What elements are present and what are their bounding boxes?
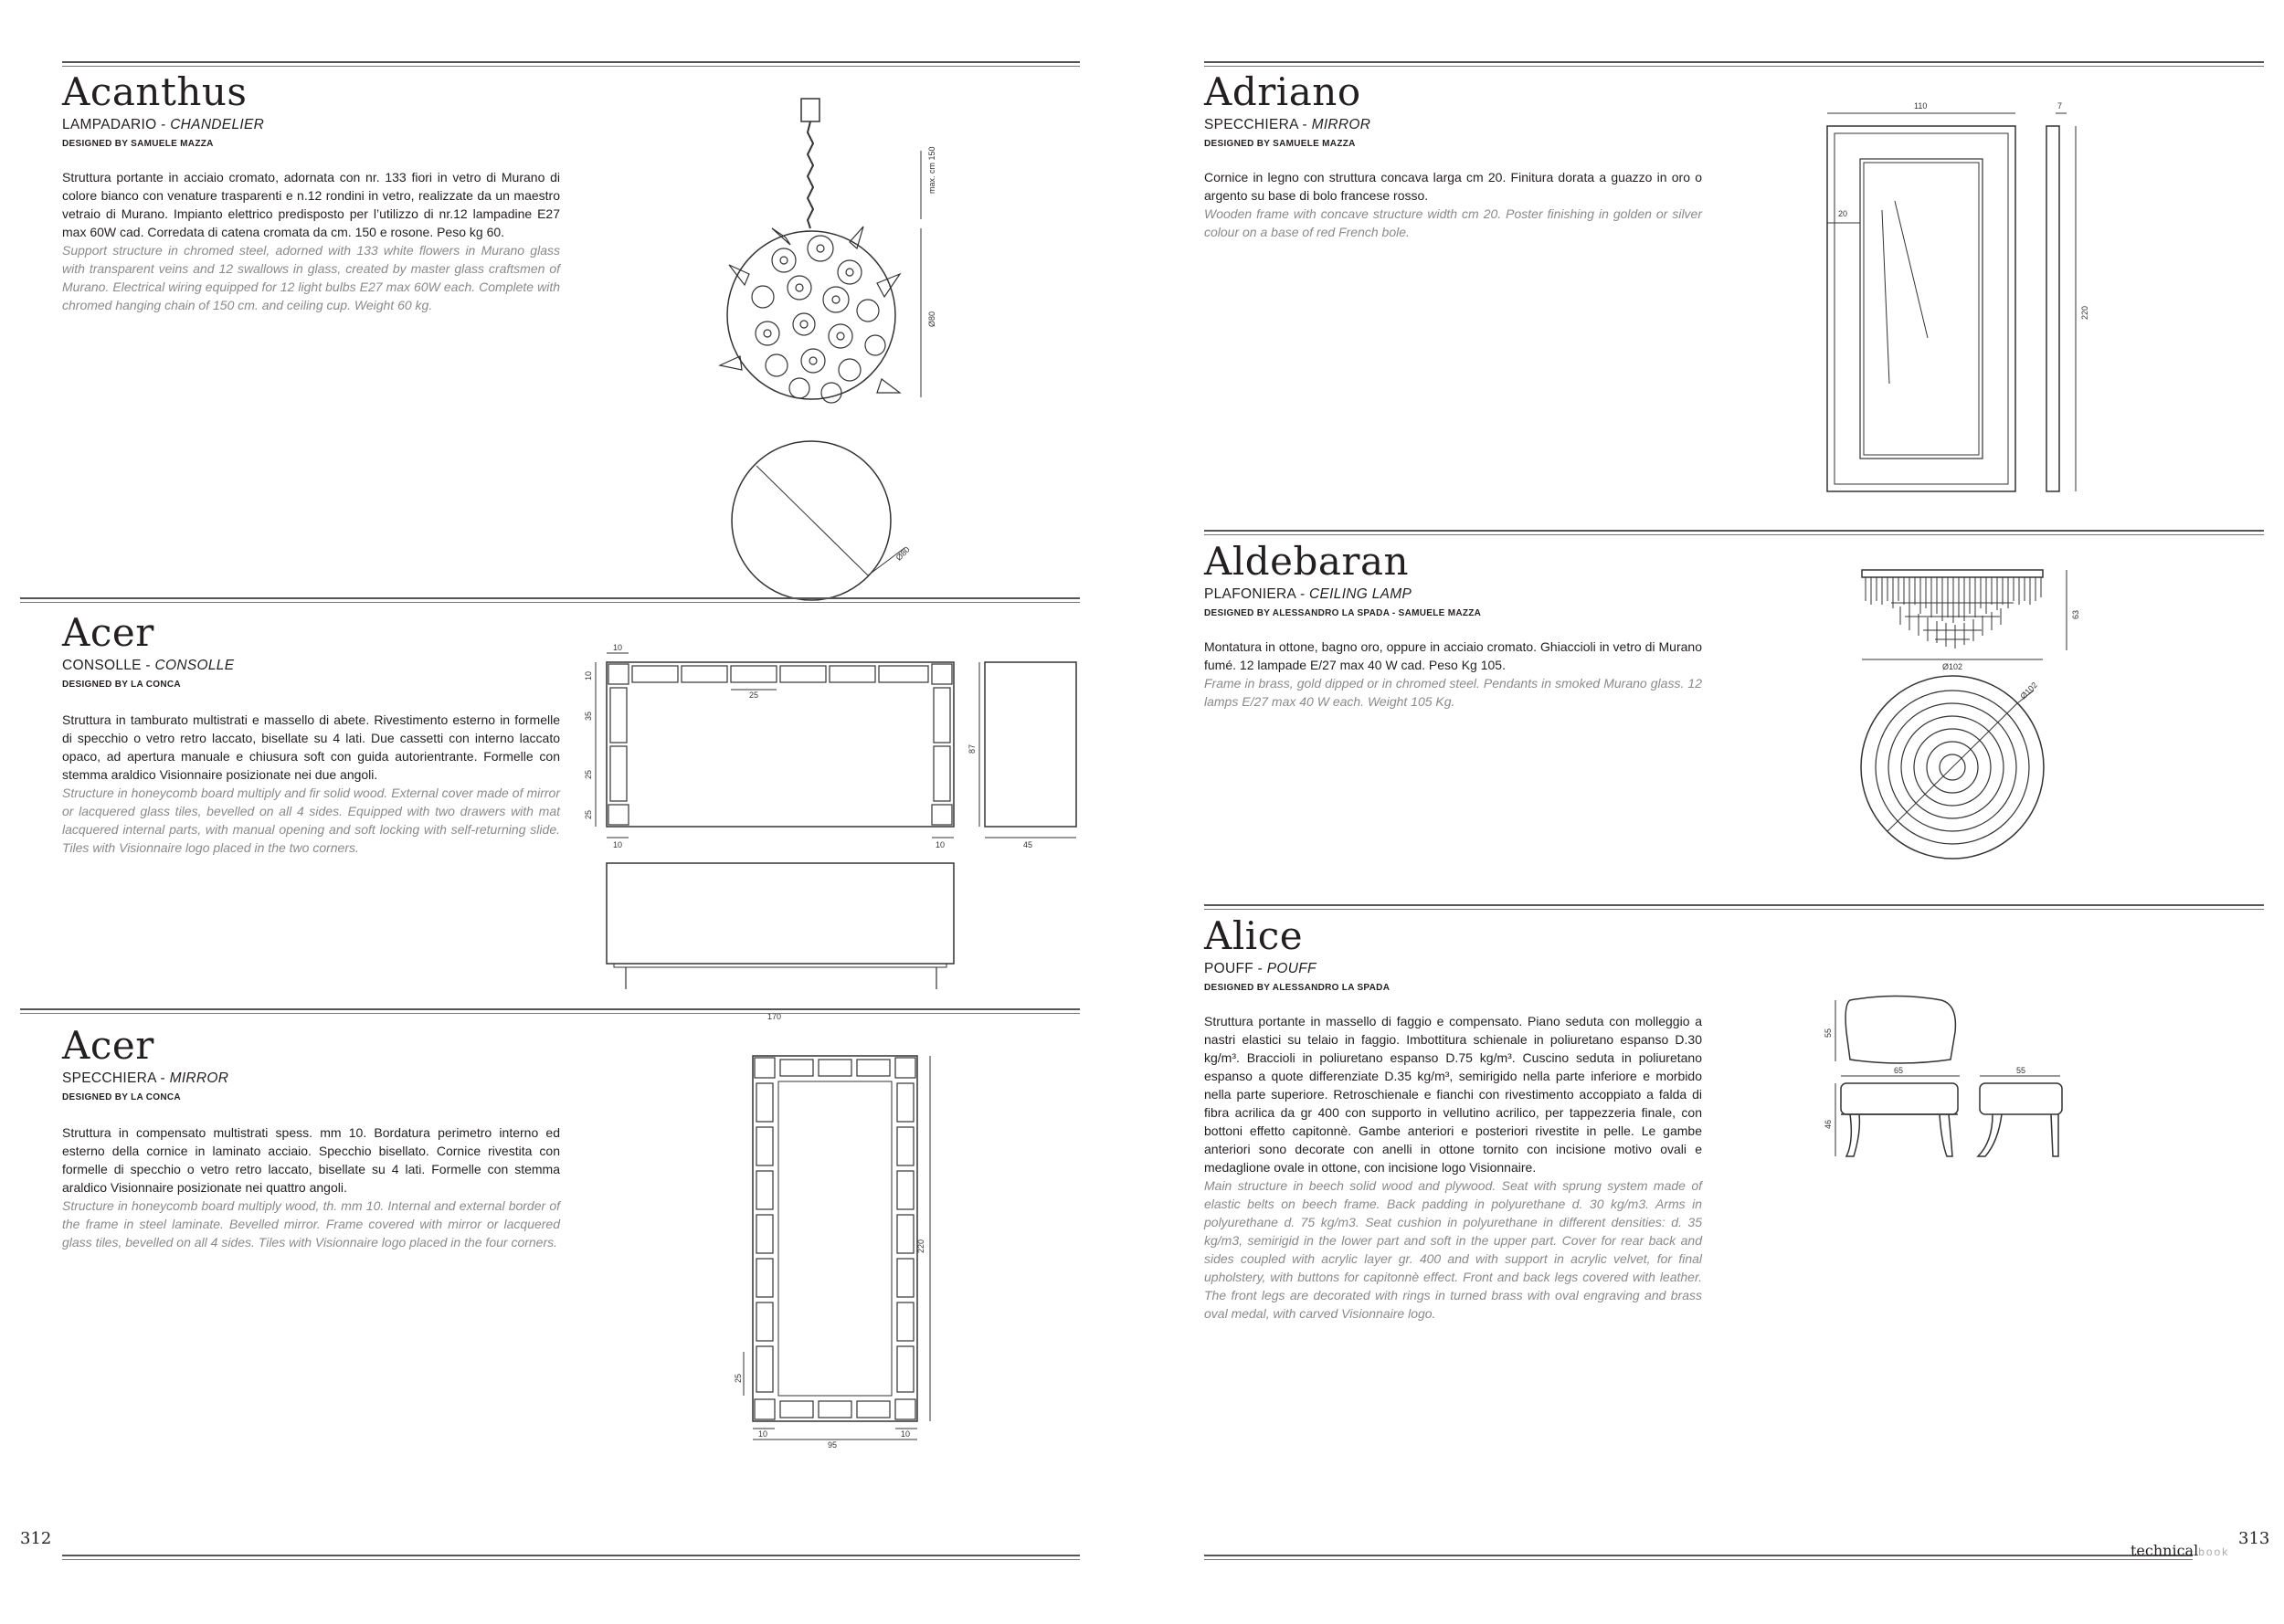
product-description bbox=[1204, 638, 1702, 711]
description-en: Frame in brass, gold dipped or in chromed steel. Pendants in smoked Murano glass. 12 lamps E/27 max 40 W each. Weight 105 Kg. bbox=[1204, 676, 1702, 709]
description-en: Structure in honeycomb board multiply wood, th. mm 10. Internal and external border of the frame in steel laminate. Bevelled mirror. Frame covered with mirror or lacquered glass tiles, bevelled on all 4 sides. Tiles with Visionnaire logo placed in the four corners. bbox=[62, 1198, 560, 1250]
product-acer-consolle bbox=[0, 594, 1142, 1021]
description-en: Wooden frame with concave structure width cm 20. Poster finishing in golden or silver colour on a base of red French bole. bbox=[1204, 206, 1702, 239]
product-adriano bbox=[1142, 0, 2284, 530]
product-description bbox=[62, 711, 560, 857]
ceiling-lamp-drawing bbox=[1855, 566, 2129, 895]
footer-rule bbox=[1204, 1555, 2193, 1560]
description-en: Main structure in beech solid wood and plywood. Seat with sprung system made of elastic belts on beech frame. Back padding in polyurethane d. 30 kg/m3. Arms in polyurethane d. 75 kg/m3. Seat cushion in polyurethane in different densities: d. 35 kg/m3, semirigid in the lower part and soft in the upper part. Cover for rear back and sides coupled with acrylic layer gr. 400 and with support in acrylic velvet, for final upholstery, with buttons for capitonnè effect. Front and back legs covered with leather. The front legs are decorated with rings in turned brass with oval engraving and brass oval medal, with carved Visionnaire logo. bbox=[1204, 1178, 1702, 1321]
product-acanthus bbox=[0, 0, 1142, 594]
dim-height: 87 bbox=[968, 743, 977, 754]
product-designer: DESIGNED BY ALESSANDRO LA SPADA bbox=[1204, 983, 1390, 993]
dim-top-left: 10 bbox=[613, 643, 623, 652]
section-divider bbox=[20, 597, 1080, 603]
product-description bbox=[1204, 1012, 1702, 1323]
pouff-drawing bbox=[1813, 996, 2106, 1215]
product-designer: DESIGNED BY SAMUELE MAZZA bbox=[62, 139, 214, 149]
dim-row1: 35 bbox=[584, 711, 593, 721]
dim-tile: 25 bbox=[734, 1373, 743, 1383]
product-description bbox=[62, 168, 560, 314]
product-type: SPECCHIERA - MIRROR bbox=[62, 1070, 229, 1086]
product-aldebaran bbox=[1142, 530, 2284, 904]
adriano-mirror-drawing bbox=[1818, 100, 2110, 502]
footer-rule bbox=[62, 1555, 1080, 1560]
dim-height: 220 bbox=[2080, 305, 2089, 320]
description-it: Struttura in tamburato multistrati e massello di abete. Rivestimento esterno in formelle di specchio o vetro retro laccato, bisellate su 4 lati. Due cassetti con interno laccato opaco, ad apertura manuale e chiusura soft con guida autorientrante. Formelle con stemma araldico Visionnaire posizionate nei due angoli. bbox=[62, 712, 560, 782]
dim-tile-width: 25 bbox=[749, 691, 759, 700]
dim-width: 65 bbox=[1894, 1066, 1904, 1075]
dim-width: Ø102 bbox=[1942, 662, 1963, 671]
description-it: Montatura in ottone, bagno oro, oppure in acciaio cromato. Ghiaccioli in vetro di Murano fumé. 12 lampade E/27 max 40 W cad. Peso Kg 105. bbox=[1204, 639, 1702, 672]
product-title: Acer bbox=[62, 610, 154, 655]
product-designer: DESIGNED BY ALESSANDRO LA SPADA - SAMUELE MAZZA bbox=[1204, 608, 1482, 618]
dim-top-depth: 55 bbox=[1824, 1028, 1833, 1038]
dim-bottom-right: 10 bbox=[936, 840, 946, 849]
product-acer-mirror bbox=[0, 1005, 1142, 1516]
description-it: Struttura portante in acciaio cromato, adornata con nr. 133 fiori in vetro di Murano di colore bianco con venature trasparenti e n.12 rondini in vetro, realizzate da un maestro vetraio di Murano. Impianto elettrico predisposto per l’utilizzo di nr.12 lampadine E27 max 60W cad. Corredata di catena cromata da cm. 150 e rosone. Peso kg 60. bbox=[62, 170, 560, 239]
dim-tile-left: 10 bbox=[584, 670, 593, 680]
dim-diameter: Ø80 bbox=[894, 544, 912, 563]
page-number: 312 bbox=[20, 1529, 52, 1548]
product-title: Aldebaran bbox=[1204, 539, 1410, 584]
dim-row3: 25 bbox=[584, 809, 593, 819]
section-divider bbox=[1204, 904, 2264, 910]
section-divider bbox=[62, 61, 1080, 67]
product-description bbox=[1204, 168, 1702, 241]
dim-height: 46 bbox=[1824, 1119, 1833, 1129]
product-type: POUFF - POUFF bbox=[1204, 961, 1316, 976]
product-designer: DESIGNED BY LA CONCA bbox=[62, 1092, 181, 1102]
brand-main: technical bbox=[2131, 1542, 2199, 1559]
product-title: Alice bbox=[1204, 913, 1304, 958]
dim-height: 220 bbox=[916, 1239, 925, 1253]
chandelier-drawing bbox=[713, 91, 950, 585]
description-it: Struttura in compensato multistrati spess. mm 10. Bordatura perimetro interno ed esterno della cornice in laminato acciaio. Specchio bisellato. Cornice rivestita con formelle di specchio o vetro retro laccato, bisellate su 4 lati. Formelle con stemma araldico Visionnaire posizionate nei quattro angoli. bbox=[62, 1125, 560, 1195]
dim-row2: 25 bbox=[584, 769, 593, 779]
product-type: LAMPADARIO - CHANDELIER bbox=[62, 117, 265, 132]
product-type: CONSOLLE - CONSOLLE bbox=[62, 658, 235, 673]
product-designer: DESIGNED BY LA CONCA bbox=[62, 680, 181, 690]
dim-diameter: Ø102 bbox=[2018, 680, 2039, 701]
page-number: 313 bbox=[2238, 1529, 2270, 1548]
product-alice bbox=[1142, 904, 2284, 1516]
dim-chain-length: max. cm 150 bbox=[927, 146, 936, 194]
section-divider bbox=[1204, 61, 2264, 67]
dim-length: 170 bbox=[767, 1012, 782, 1021]
dim-corner-left: 10 bbox=[758, 1429, 768, 1439]
description-en: Support structure in chromed steel, adorned with 133 white flowers in Murano glass with transparent veins and 12 swallows in glass, created by master glass craftsmen of Murano. Electrical wiring equipped for 12 light bulbs E27 max 60W each. Complete with chromed hanging chain of 150 cm. and ceiling cup. Weight 60 kg. bbox=[62, 243, 560, 312]
product-title: Acer bbox=[62, 1023, 154, 1068]
product-title: Adriano bbox=[1204, 69, 1361, 114]
brand-light: book bbox=[2198, 1545, 2230, 1558]
dim-corner-right: 10 bbox=[901, 1429, 911, 1439]
dim-height: 63 bbox=[2071, 609, 2080, 619]
section-divider bbox=[1204, 530, 2264, 535]
product-type: SPECCHIERA - MIRROR bbox=[1204, 117, 1371, 132]
product-title: Acanthus bbox=[62, 69, 248, 114]
dim-width: 95 bbox=[828, 1440, 838, 1450]
dim-height: Ø80 bbox=[927, 311, 936, 327]
description-it: Cornice in legno con struttura concava larga cm 20. Finitura dorata a guazzo in oro o argento su base di bolo francese rosso. bbox=[1204, 170, 1702, 203]
dim-frame: 20 bbox=[1838, 209, 1848, 218]
dim-depth: 7 bbox=[2057, 101, 2063, 111]
product-type: PLAFONIERA - CEILING LAMP bbox=[1204, 586, 1412, 602]
dim-width: 110 bbox=[1914, 101, 1928, 111]
consolle-drawing bbox=[585, 644, 1096, 1028]
product-description bbox=[62, 1123, 560, 1251]
product-designer: DESIGNED BY SAMUELE MAZZA bbox=[1204, 139, 1356, 149]
dim-bottom-left: 10 bbox=[613, 840, 623, 849]
description-en: Structure in honeycomb board multiply and fir solid wood. External cover made of mirror or lacquered glass tiles, bevelled on all 4 sides. Equipped with two drawers with mat lacquered internal parts, with manual opening and soft locking with self-returning slide. Tiles with Visionnaire logo placed in the two corners. bbox=[62, 786, 560, 855]
dim-side-depth: 55 bbox=[2016, 1066, 2026, 1075]
dim-depth: 45 bbox=[1023, 840, 1033, 849]
section-divider bbox=[20, 1008, 1080, 1014]
right-page bbox=[1142, 0, 2284, 1624]
mirror-drawing bbox=[731, 1050, 950, 1450]
brand-logo bbox=[2131, 1544, 2229, 1558]
description-it: Struttura portante in massello di faggio e compensato. Piano seduta con molleggio a nastri elastici su telaio in faggio. Imbottitura schienale in poliuretano espanso D.30 kg/m³. Braccioli in poliuretano espanso D.75 kg/m³. Cuscino seduta in poliuretano espanso a quote differenziate D.35 kg/m³, semirigido nella parte inferiore e morbido nella parte superiore. Retroschienale e fianchi con rivestimento accoppiato a falda di fibra acrilica da gr 400 con supporto in vellutino acrilico, per tappezzeria finale, con bottoni effetto capitonnè. Gambe anteriori e posteriori rivestite in pelle. Le gambe anteriori sono decorate con anelli in ottone tornito con incisione motivo ovali e medaglione ovale in ottone, con incisione logo Visionnaire. bbox=[1204, 1014, 1702, 1175]
